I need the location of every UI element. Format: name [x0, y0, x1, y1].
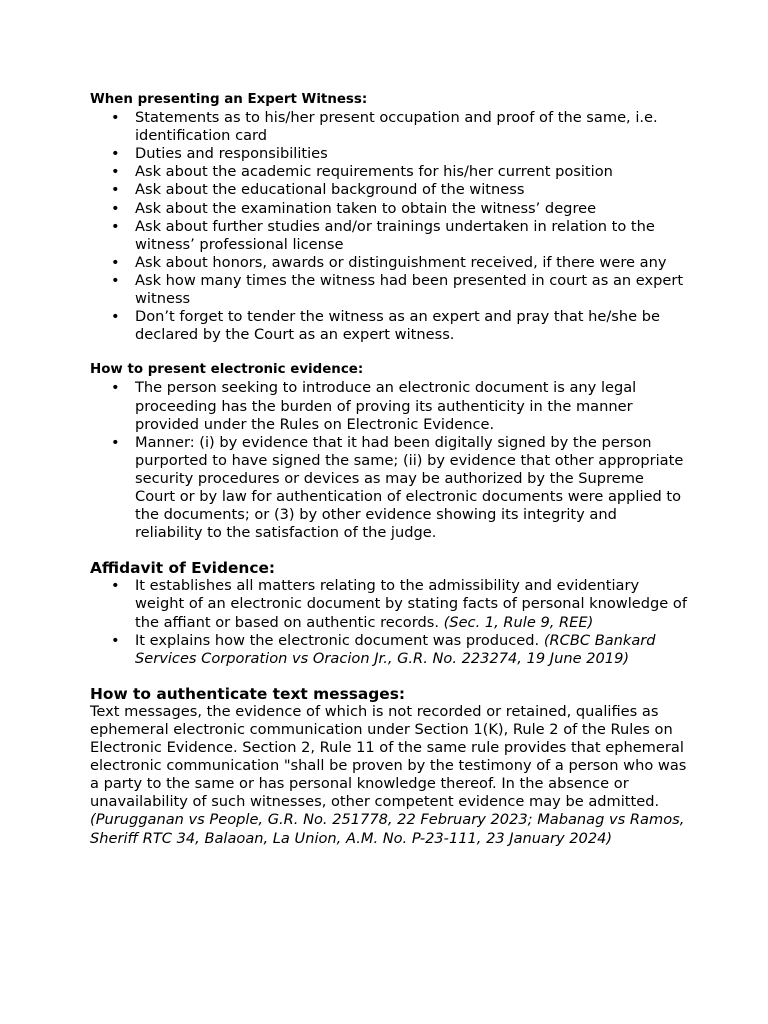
- citation: (RCBC Bankard Services Corporation vs Oracion Jr., G.R. No. 223274, 19 June 2019): [135, 631, 656, 667]
- expert-witness-list: [90, 109, 688, 344]
- electronic-evidence-list: [90, 379, 688, 542]
- affidavit-section: [90, 559, 688, 668]
- list-item: • Ask about the examination taken to obtain the witness’ degree: [135, 200, 688, 218]
- section-spacer: [90, 344, 688, 361]
- list-item: • Ask about further studies and/or trainings undertaken in relation to the witness’ professional license: [135, 218, 688, 254]
- list-item: • Don’t forget to tender the witness as an expert and pray that he/she be declared by the Court as an expert witness.: [135, 308, 688, 344]
- text-messages-section: [90, 685, 688, 848]
- expert-witness-section: [90, 91, 688, 344]
- paragraph-text: Text messages, the evidence of which is not recorded or retained, qualifies as ephemeral electronic communication under Section 1(K), Rule 2 of the Rules on Electronic Evidence. Section 2, Rule 11 of the same rule provides that ephemeral electronic communication "shall be proven by the testimony of a person who was a party to the same or has personal knowledge thereof. In the absence or unavailability of such witnesses, other competent evidence may be admitted.: [90, 702, 687, 811]
- affidavit-list: [90, 577, 688, 667]
- list-item: [135, 632, 688, 668]
- affidavit-heading: Affidavit of Evidence:: [90, 559, 276, 578]
- text-messages-heading: How to authenticate text messages:: [90, 684, 406, 703]
- section-spacer: [90, 668, 688, 685]
- list-item: [135, 577, 688, 631]
- list-item: • Statements as to his/her present occupation and proof of the same, i.e. identification card: [135, 109, 688, 145]
- citation: (Purugganan vs People, G.R. No. 251778, 22 February 2023; Mabanag vs Ramos, Sheriff RTC 34, Balaoan, La Union, A.M. No. P-23-111, 23 January 2024): [90, 811, 685, 847]
- section-spacer: [90, 542, 688, 559]
- list-item: • Ask about honors, awards or distinguishment received, if there were any: [135, 254, 688, 272]
- text-messages-paragraph: [90, 703, 688, 848]
- list-item: • Duties and responsibilities: [135, 145, 688, 163]
- list-item: • Ask about the educational background of the witness: [135, 181, 688, 199]
- electronic-evidence-section: [90, 361, 688, 542]
- item-text: It explains how the electronic document was produced.: [135, 631, 540, 649]
- document-page: [90, 91, 688, 848]
- list-item: • Ask about the academic requirements for his/her current position: [135, 163, 688, 181]
- list-item: • Manner: (i) by evidence that it had been digitally signed by the person purported to have signed the same; (ii) by evidence that other appropriate security procedures or devices as may be authorized by the Supreme Court or by law for authentication of electronic documents were applied to the documents; or (3) by other evidence showing its integrity and reliability to the satisfaction of the judge.: [135, 434, 688, 543]
- expert-witness-heading: When presenting an Expert Witness:: [90, 92, 368, 107]
- electronic-evidence-heading: How to present electronic evidence:: [90, 362, 364, 378]
- citation: (Sec. 1, Rule 9, REE): [443, 613, 594, 631]
- list-item: • Ask how many times the witness had been presented in court as an expert witness: [135, 272, 688, 308]
- item-text: It establishes all matters relating to the admissibility and evidentiary weight of an electronic document by stating facts of personal knowledge of the affiant or based on authentic records.: [135, 577, 687, 631]
- list-item: • The person seeking to introduce an electronic document is any legal proceeding has the burden of proving its authenticity in the manner provided under the Rules on Electronic Evidence.: [135, 379, 688, 433]
